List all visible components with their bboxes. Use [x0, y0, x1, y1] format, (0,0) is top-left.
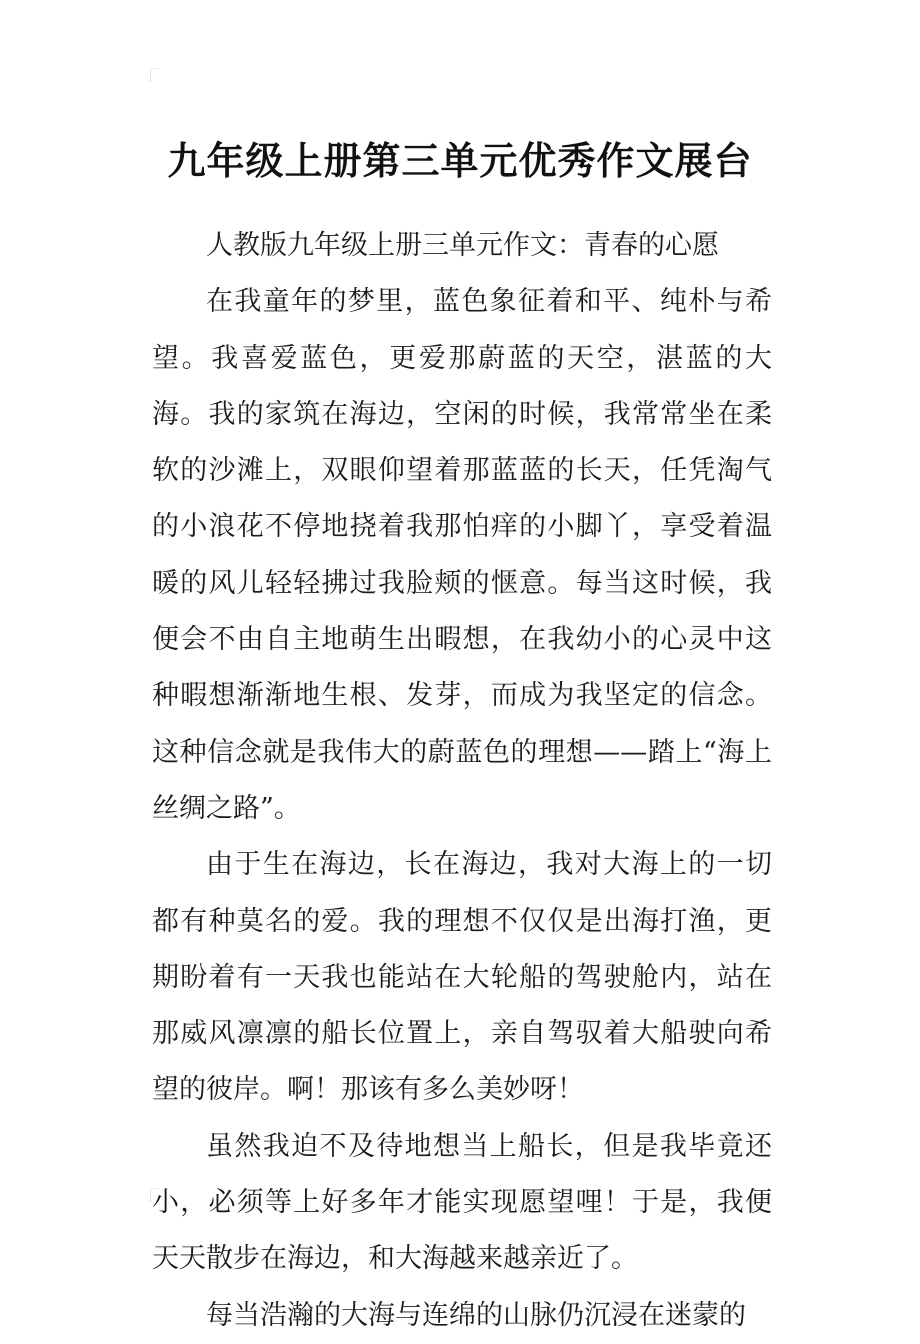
paragraph: 由于生在海边，长在海边，我对大海上的一切都有种莫名的爱。我的理想不仅仅是出海打渔，更期盼着有一天我也能站在大轮船的驾驶舱内，站在那威风凛凛的船长位置上，亲自驾驭着大船驶向希望的彼岸。啊！那该有多么美妙呀！ [152, 849, 772, 1106]
article-subtitle: 人教版九年级上册三单元作文：青春的心愿 [206, 230, 719, 261]
top-corner-mark [150, 68, 159, 81]
article-body [152, 218, 772, 1344]
paragraph: 每当浩瀚的大海与连绵的山脉仍沉浸在迷蒙的 [206, 1299, 746, 1331]
page-title: 九年级上册第三单元优秀作文展台 [167, 139, 753, 184]
paragraph: 在我童年的梦里，蓝色象征着和平、纯朴与希望。我喜爱蓝色，更爱那蔚蓝的天空，湛蓝的大海。我的家筑在海边，空闲的时候，我常常坐在柔软的沙滩上，双眼仰望着那蓝蓝的长天，任凭淘气的小浪花不停地挠着我那怕痒的小脚丫，享受着温暖的风儿轻轻拂过我脸颊的惬意。每当这时候，我便会不由自主地萌生出暇想，在我幼小的心灵中这种暇想渐渐地生根、发芽，而成为我坚定的信念。这种信念就是我伟大的蔚蓝色的理想——踏上“海上丝绸之路”。 [152, 286, 772, 824]
paragraph: 虽然我迫不及待地想当上船长，但是我毕竟还小，必须等上好多年才能实现愿望哩！于是，我便天天散步在海边，和大海越来越亲近了。 [152, 1130, 772, 1275]
